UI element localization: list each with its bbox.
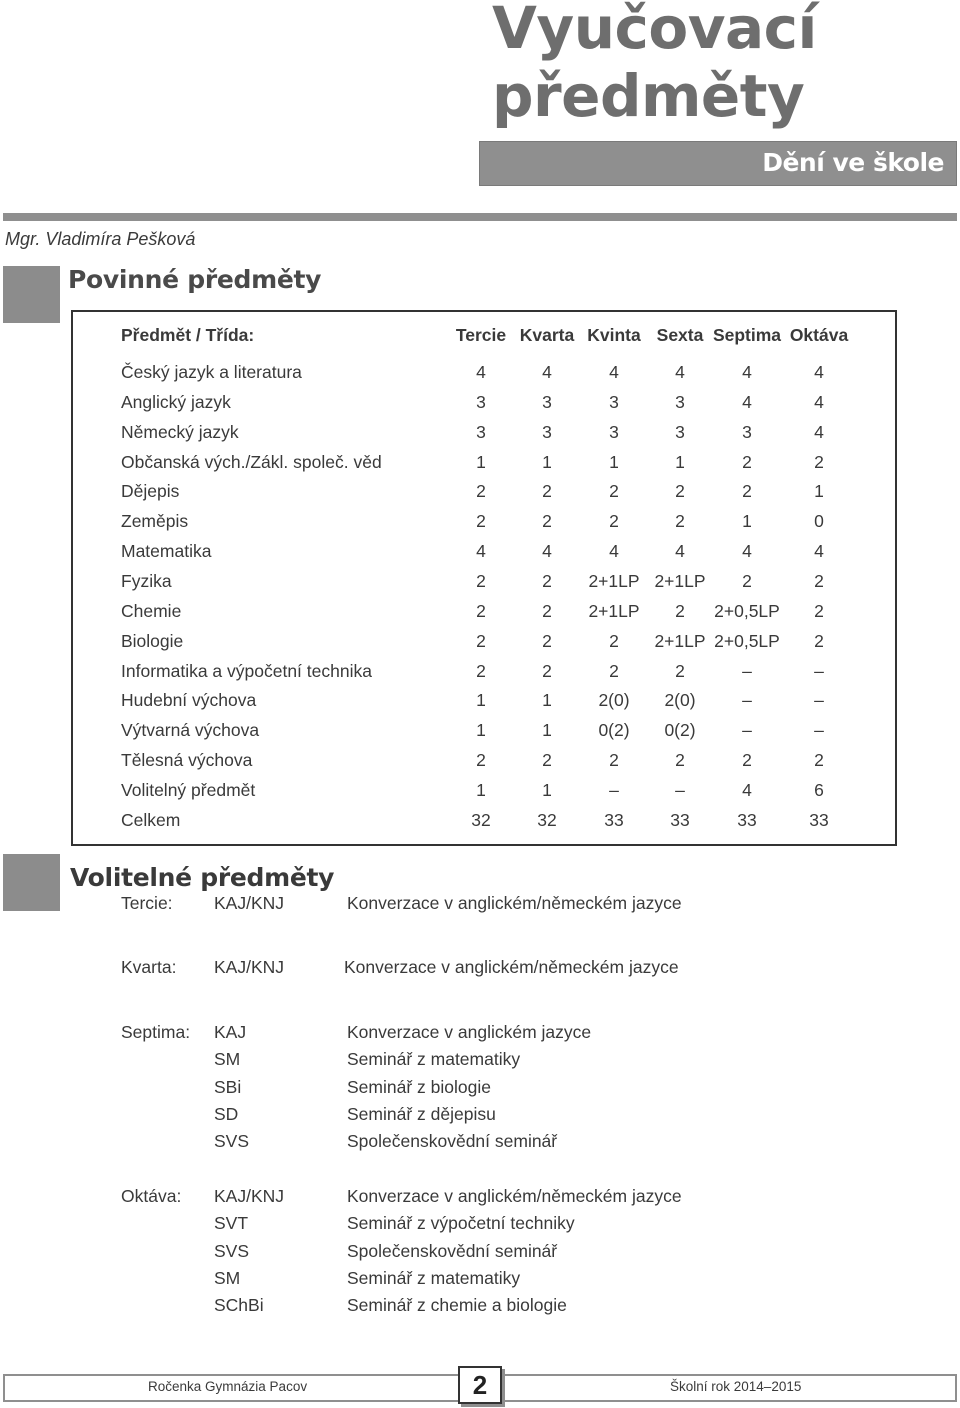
table-cell-hours: 1: [542, 720, 552, 741]
elective-description: Seminář z chemie a biologie: [347, 1295, 567, 1316]
table-cell-subject: Občanská vých./Zákl. společ. věd: [121, 451, 382, 472]
table-cell-hours: 3: [675, 391, 685, 412]
table-cell-hours: 33: [670, 809, 690, 830]
table-cell-subject: Fyzika: [121, 570, 172, 591]
elective-group-label: Tercie:: [121, 893, 173, 913]
elective-code: SVS: [214, 1240, 250, 1261]
table-cell-hours: 2+1LP: [588, 600, 640, 621]
table-cell-hours: 4: [675, 541, 685, 562]
table-cell-hours: –: [742, 690, 752, 711]
table-cell-hours: 4: [742, 779, 752, 800]
elective-code: SD: [214, 1103, 239, 1124]
table-cell-hours: 2: [609, 630, 619, 651]
elective-code: SBi: [214, 1076, 242, 1097]
table-cell-hours: –: [742, 720, 752, 741]
table-cell-hours: 1: [542, 451, 552, 472]
table-cell-hours: –: [814, 660, 824, 681]
page-number-box: [458, 1366, 502, 1404]
table-cell-hours: 2: [609, 511, 619, 532]
table-cell-hours: 3: [542, 391, 552, 412]
table-cell-subject: Volitelný předmět: [121, 779, 256, 800]
table-cell-hours: 32: [471, 809, 491, 830]
table-cell-hours: 1: [609, 451, 619, 472]
table-header-class: Tercie: [455, 325, 507, 345]
footer-school-year: Školní rok 2014–2015: [670, 1379, 802, 1394]
table-cell-subject: Matematika: [121, 541, 212, 562]
table-cell-hours: 2: [675, 600, 685, 621]
table-cell-hours: 2+1LP: [588, 570, 640, 591]
table-cell-hours: 1: [476, 779, 486, 800]
table-cell-hours: 3: [542, 421, 552, 442]
elective-code: SM: [214, 1049, 241, 1070]
table-cell-hours: 2+1LP: [654, 630, 706, 651]
elective-code: SVT: [214, 1213, 249, 1234]
table-cell-hours: 2: [675, 511, 685, 532]
table-cell-hours: 4: [476, 541, 486, 562]
table-cell-hours: 4: [814, 421, 824, 442]
table-cell-hours: 2(0): [598, 690, 630, 711]
table-cell-hours: 3: [476, 421, 486, 442]
table-cell-hours: 2: [476, 511, 486, 532]
required-subjects-heading: Povinné předměty: [68, 265, 322, 294]
table-cell-hours: 1: [476, 451, 486, 472]
elective-code: SVS: [214, 1131, 250, 1152]
table-cell-hours: 2: [476, 630, 486, 651]
table-cell-subject: Biologie: [121, 630, 184, 651]
table-cell-subject: Dějepis: [121, 481, 180, 502]
table-cell-hours: –: [742, 660, 752, 681]
table-cell-hours: 2: [609, 660, 619, 681]
table-cell-hours: 4: [542, 362, 552, 382]
table-cell-subject: Výtvarná výchova: [121, 720, 260, 741]
elective-code: KAJ/KNJ: [214, 957, 285, 977]
page-number: 2: [472, 1370, 488, 1400]
table-cell-hours: 1: [814, 481, 824, 502]
table-cell-hours: 33: [604, 809, 624, 830]
table-cell-hours: 4: [814, 391, 824, 412]
elective-code: SM: [214, 1267, 241, 1288]
table-cell-hours: 2: [609, 750, 619, 771]
table-cell-hours: 3: [675, 421, 685, 442]
table-cell-hours: 2: [476, 750, 486, 771]
table-cell-hours: 4: [542, 541, 552, 562]
elective-subjects-heading: Volitelné předměty: [70, 863, 335, 892]
table-cell-hours: 4: [814, 541, 824, 562]
table-cell-hours: 0: [814, 511, 824, 532]
table-cell-hours: 2: [814, 630, 824, 651]
elective-description: Seminář z dějepisu: [347, 1103, 496, 1124]
table-cell-subject: Chemie: [121, 600, 182, 621]
elective-description: Seminář z biologie: [347, 1076, 491, 1097]
table-cell-hours: –: [675, 779, 685, 800]
table-header-class: Septima: [712, 325, 782, 345]
table-cell-hours: 2: [542, 481, 552, 502]
table-cell-hours: 2: [476, 481, 486, 502]
author-name: Mgr. Vladimíra Pešková: [5, 229, 196, 249]
table-cell-hours: 2+1LP: [654, 570, 706, 591]
table-cell-subject: Zeměpis: [121, 511, 189, 532]
table-cell-hours: 2: [542, 630, 552, 651]
table-cell-hours: 2: [742, 481, 752, 502]
table-cell-hours: 2: [542, 570, 552, 591]
table-cell-hours: 3: [742, 421, 752, 442]
table-cell-hours: 2: [814, 570, 824, 591]
elective-description: Seminář z výpočetní techniky: [347, 1213, 575, 1234]
table-cell-hours: 4: [742, 541, 752, 562]
table-cell-subject: Tělesná výchova: [121, 750, 253, 771]
table-cell-hours: 2: [742, 750, 752, 771]
table-cell-hours: 4: [814, 362, 824, 382]
table-cell-hours: 4: [742, 362, 752, 382]
table-cell-hours: 1: [675, 451, 685, 472]
elective-code: KAJ/KNJ: [214, 893, 285, 913]
elective-code: KAJ/KNJ: [214, 1186, 285, 1206]
table-cell-subject: Hudební výchova: [121, 690, 257, 711]
table-cell-hours: 3: [609, 421, 619, 442]
table-cell-hours: 2: [609, 481, 619, 502]
table-cell-hours: 3: [609, 391, 619, 412]
table-cell-hours: 4: [609, 541, 619, 562]
table-cell-hours: 2: [675, 481, 685, 502]
elective-description: Konverzace v anglickém/německém jazyce: [347, 1186, 682, 1206]
section-banner-label: Dění ve škole: [762, 148, 944, 177]
table-cell-hours: 2: [675, 750, 685, 771]
table-cell-subject: Celkem: [121, 809, 181, 830]
table-cell-hours: –: [609, 779, 619, 800]
table-header-class: Kvinta: [587, 325, 641, 345]
elective-description: Společenskovědní seminář: [347, 1131, 558, 1152]
table-cell-hours: 2+0,5LP: [714, 630, 780, 651]
table-cell-hours: 2: [542, 600, 552, 621]
table-cell-hours: 0(2): [664, 720, 696, 741]
table-cell-subject: Český jazyk a literatura: [121, 362, 302, 382]
table-cell-hours: 2: [814, 600, 824, 621]
table-cell-subject: Německý jazyk: [121, 421, 239, 442]
footer-publication: Ročenka Gymnázia Pacov: [148, 1379, 308, 1394]
table-cell-hours: 4: [675, 362, 685, 382]
table-header-class: Kvarta: [519, 325, 575, 345]
elective-description: Seminář z matematiky: [347, 1267, 521, 1288]
table-cell-hours: 2: [476, 570, 486, 591]
table-cell-hours: 4: [609, 362, 619, 382]
table-cell-hours: 1: [742, 511, 752, 532]
table-cell-hours: –: [814, 690, 824, 711]
table-cell-hours: –: [814, 720, 824, 741]
elective-description: Konverzace v anglickém/německém jazyce: [344, 957, 679, 977]
elective-description: Konverzace v anglickém jazyce: [347, 1022, 592, 1042]
table-cell-hours: 1: [476, 690, 486, 711]
table-cell-hours: 2: [814, 750, 824, 771]
table-cell-hours: 2(0): [664, 690, 696, 711]
elective-description: Seminář z matematiky: [347, 1049, 521, 1070]
table-cell-hours: 2: [742, 570, 752, 591]
table-cell-hours: 1: [542, 779, 552, 800]
table-cell-hours: 0(2): [598, 720, 630, 741]
table-cell-hours: 2+0,5LP: [714, 600, 780, 621]
table-cell-hours: 2: [675, 660, 685, 681]
elective-code: SChBi: [214, 1295, 264, 1316]
table-cell-hours: 1: [476, 720, 486, 741]
elective-description: Konverzace v anglickém/německém jazyce: [347, 893, 682, 913]
table-cell-hours: 2: [814, 451, 824, 472]
table-header-class: Sexta: [656, 325, 704, 345]
table-cell-hours: 2: [542, 750, 552, 771]
table-header-subject: Předmět / Třída:: [121, 325, 255, 345]
table-cell-hours: 3: [476, 391, 486, 412]
table-cell-hours: 33: [737, 809, 757, 830]
elective-group-label: Kvarta:: [121, 957, 177, 977]
table-cell-hours: 2: [542, 511, 552, 532]
table-header-class: Oktáva: [789, 325, 849, 345]
table-cell-subject: Informatika a výpočetní technika: [121, 660, 372, 681]
table-cell-hours: 4: [742, 391, 752, 412]
table-cell-hours: 2: [542, 660, 552, 681]
table-cell-hours: 2: [476, 600, 486, 621]
elective-description: Společenskovědní seminář: [347, 1240, 558, 1261]
table-cell-hours: 4: [476, 362, 486, 382]
elective-code: KAJ: [214, 1022, 247, 1042]
page-title-line-2: předměty: [492, 62, 805, 130]
elective-group-label: Oktáva:: [121, 1186, 182, 1206]
table-cell-hours: 33: [809, 809, 829, 830]
table-cell-hours: 6: [814, 779, 824, 800]
table-cell-hours: 2: [476, 660, 486, 681]
table-cell-hours: 2: [742, 451, 752, 472]
page-title-line-1: Vyučovací: [492, 0, 817, 62]
table-cell-hours: 32: [537, 809, 557, 830]
table-cell-hours: 1: [542, 690, 552, 711]
elective-group-label: Septima:: [121, 1022, 191, 1042]
table-cell-subject: Anglický jazyk: [121, 391, 231, 412]
